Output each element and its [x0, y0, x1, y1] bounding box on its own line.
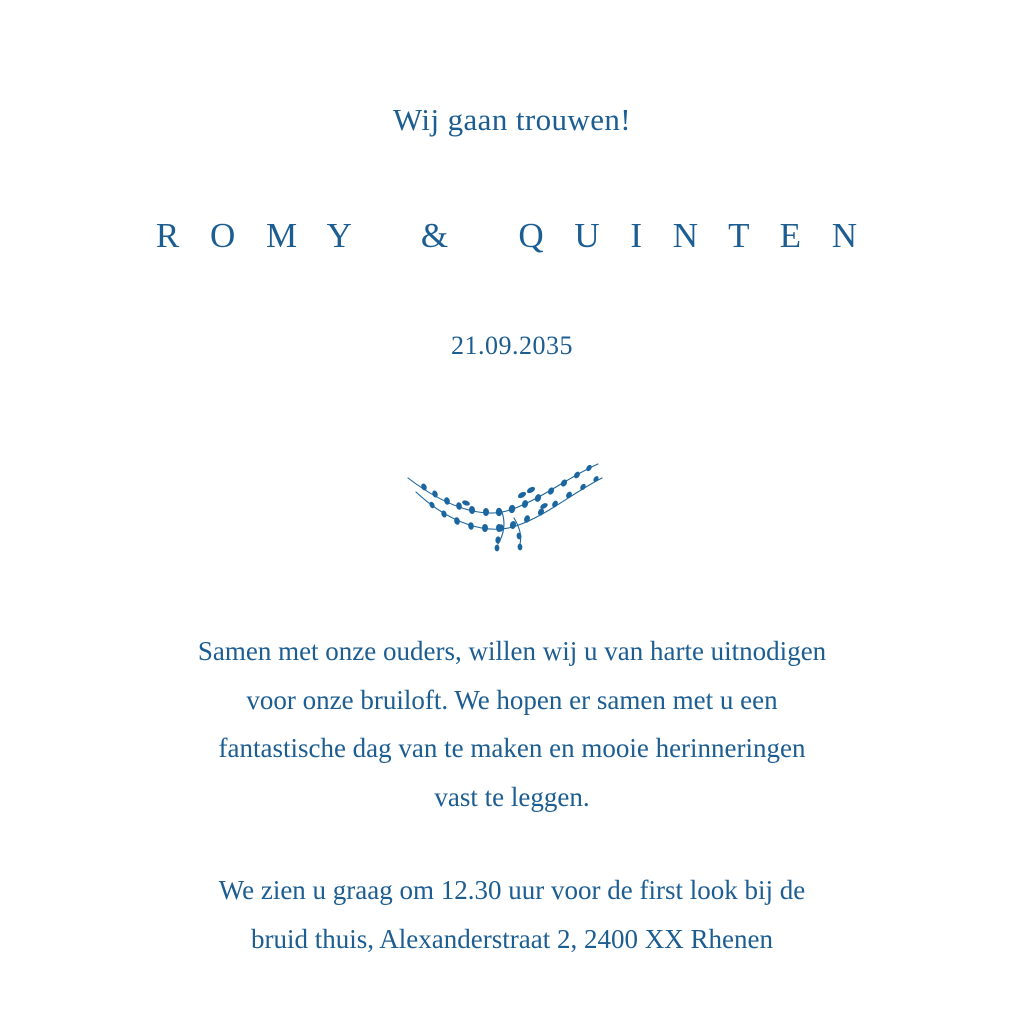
floral-branch-ornament — [402, 448, 622, 558]
paragraph-2-line-1: We zien u graag om 12.30 uur voor de first look bij de — [218, 875, 806, 905]
paragraph-2-line-2: bruid thuis, Alexanderstraat 2, 2400 XX Rhenen — [251, 923, 773, 954]
page-title: Wij gaan trouwen! — [393, 102, 631, 137]
wedding-date: 21.09.2035 — [451, 331, 573, 360]
invitation-paragraph-1 — [0, 627, 1024, 821]
invitation-paragraph-2 — [0, 866, 1024, 963]
paragraph-1-line-2: voor onze bruiloft. We hopen er samen met u een — [246, 684, 778, 715]
paragraph-1-line-3: fantastische dag van te maken en mooie herinneringen — [218, 733, 806, 763]
paragraph-1-line-1: Samen met onze ouders, willen wij u van harte uitnodigen — [197, 636, 827, 666]
couple-names: R O M Y & Q U I N T E N — [155, 216, 869, 255]
paragraph-1-line-4: vast te leggen. — [434, 781, 590, 812]
